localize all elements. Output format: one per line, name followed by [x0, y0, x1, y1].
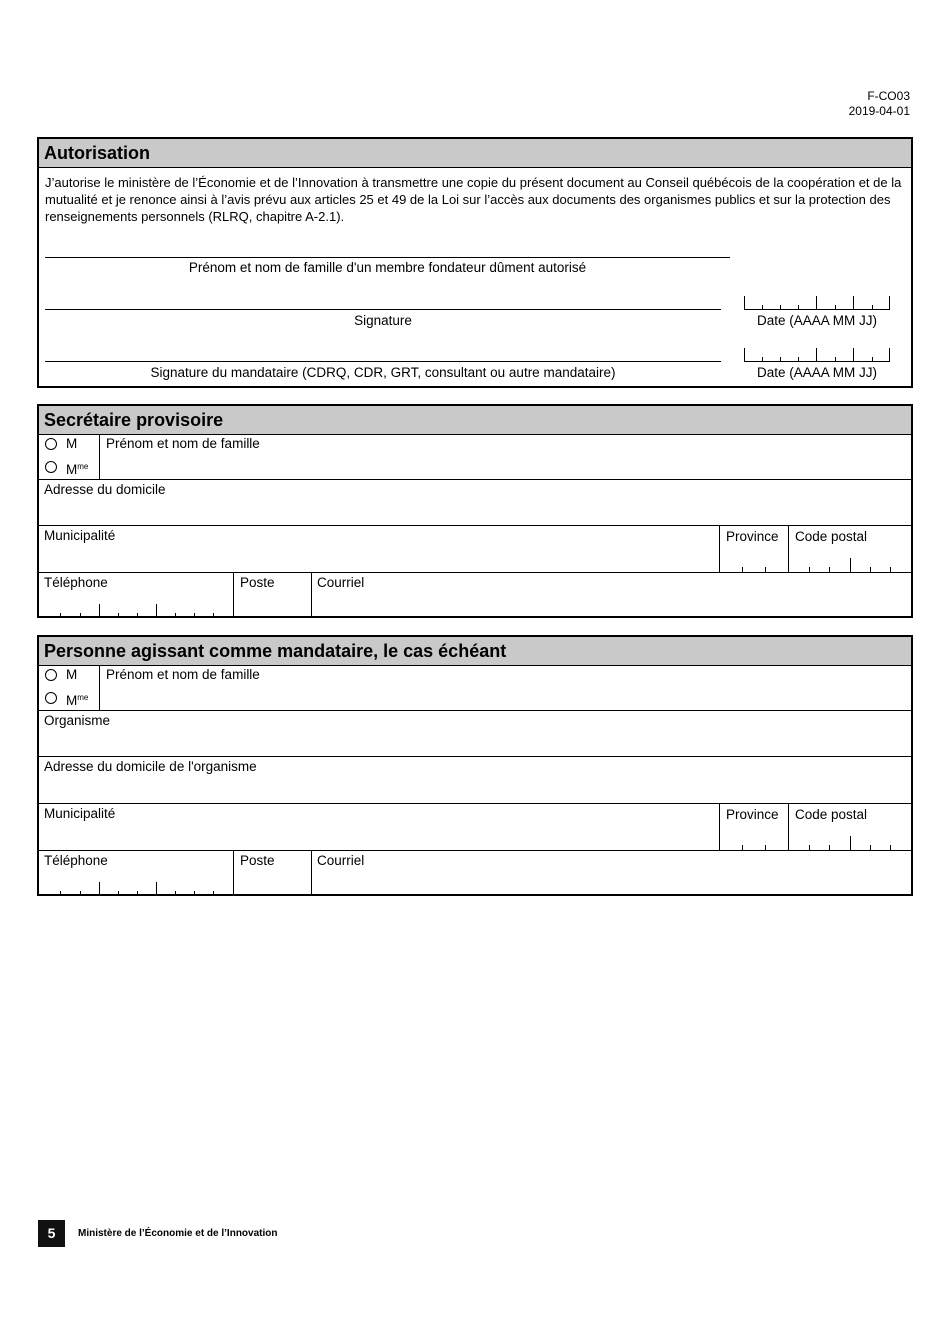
form-code-block: [849, 89, 910, 119]
civility-divider: [99, 665, 100, 710]
municipality-label: Municipalité: [44, 528, 116, 543]
founder-name-caption: Prénom et nom de famille d'un membre fondateur dûment autorisé: [188, 260, 587, 275]
founder-name-field[interactable]: [45, 257, 730, 258]
postal-code-label: Code postal: [795, 807, 868, 822]
civility-divider: [99, 434, 100, 479]
postal-code-field[interactable]: [789, 836, 911, 850]
form-code: F-CO03: [867, 89, 910, 103]
col-divider: [233, 572, 234, 618]
radio-mme-label: $M^{me}$: [66, 462, 89, 477]
address-label: Adresse du domicile: [44, 482, 166, 497]
email-label: Courriel: [317, 575, 365, 590]
row-divider: [39, 525, 911, 526]
secretaire-title: Secrétaire provisoire: [39, 406, 911, 435]
extension-label: Poste: [240, 853, 275, 868]
row-divider: [39, 710, 911, 711]
name-label: Prénom et nom de famille: [106, 667, 260, 682]
date-caption-2: Date (AAAA MM JJ): [756, 365, 878, 380]
form-version-date: 2019-04-01: [848, 104, 910, 118]
name-label: Prénom et nom de famille: [106, 436, 260, 451]
radio-m[interactable]: [45, 438, 57, 450]
postal-code-field[interactable]: [789, 558, 911, 572]
autorisation-paragraph: J’autorise le ministère de l’Économie et de l’Innovation à transmettre une copie du présent document au Conseil québécois de la coopération et de la mutualité et je renonce ainsi à l’avis prévu aux articles 25 et 49 de la Loi sur l’accès aux documents des organismes publics et sur la protection des renseignements personnels (RLRQ, chapitre A-2.1).: [45, 175, 902, 224]
organization-label: Organisme: [44, 713, 111, 728]
extension-label: Poste: [240, 575, 275, 590]
row-divider: [39, 850, 911, 851]
ministry-name: Ministère de l’Économie et de l’Innovation: [78, 1228, 278, 1239]
province-field[interactable]: [720, 564, 788, 572]
mandataire-signature-caption: Signature du mandataire (CDRQ, CDR, GRT, consultant ou autre mandataire): [150, 365, 616, 380]
phone-label: Téléphone: [44, 575, 108, 590]
col-divider: [233, 850, 234, 896]
org-address-label: Adresse du domicile de l'organisme: [44, 759, 257, 774]
date-caption-1: Date (AAAA MM JJ): [756, 313, 878, 328]
mandataire-signature-field[interactable]: [45, 361, 721, 362]
email-label: Courriel: [317, 853, 365, 868]
radio-mme-label: $M^{me}$: [66, 693, 89, 708]
secretaire-section: [37, 404, 913, 618]
radio-m-label: M: [66, 667, 78, 682]
postal-code-label: Code postal: [795, 529, 868, 544]
date-field-2[interactable]: [744, 348, 890, 362]
row-divider: [39, 572, 911, 573]
autorisation-title: Autorisation: [39, 139, 911, 168]
mandataire-section: [37, 635, 913, 896]
autorisation-section: [37, 137, 913, 388]
phone-field[interactable]: [44, 604, 234, 618]
row-divider: [39, 479, 911, 480]
radio-mme[interactable]: [45, 461, 57, 473]
province-field[interactable]: [720, 842, 788, 850]
municipality-label: Municipalité: [44, 806, 116, 821]
phone-label: Téléphone: [44, 853, 108, 868]
col-divider: [311, 850, 312, 896]
radio-m-label: M: [66, 436, 78, 451]
radio-m[interactable]: [45, 669, 57, 681]
mandataire-title: Personne agissant comme mandataire, le cas échéant: [39, 637, 911, 666]
signature-field[interactable]: [45, 309, 721, 310]
page-number: 5: [38, 1220, 65, 1247]
phone-field[interactable]: [44, 882, 234, 896]
row-divider: [39, 756, 911, 757]
province-label: Province: [726, 807, 779, 822]
signature-caption: Signature: [354, 313, 412, 328]
row-divider: [39, 803, 911, 804]
province-label: Province: [726, 529, 779, 544]
date-field-1[interactable]: [744, 296, 890, 310]
col-divider: [311, 572, 312, 618]
radio-mme[interactable]: [45, 692, 57, 704]
